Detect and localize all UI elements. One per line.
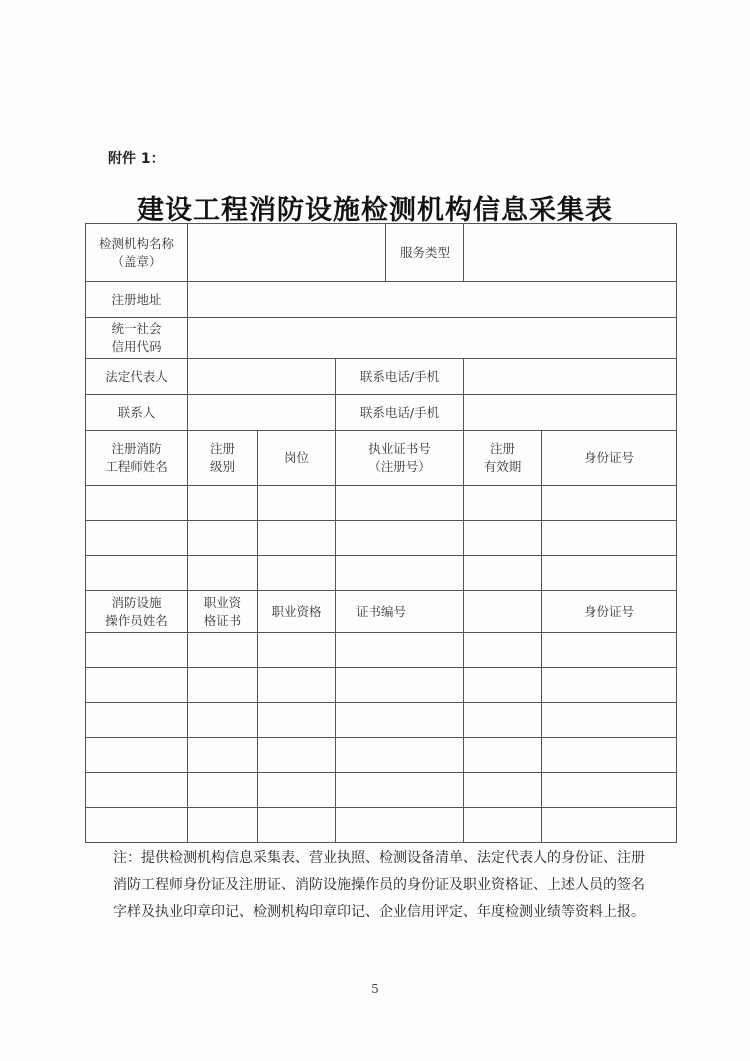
- engineer-cert-header-line1: 执业证书号: [368, 441, 431, 456]
- engineer-cert-cell[interactable]: [336, 521, 464, 556]
- engineer-name-header-line2: 工程师姓名: [105, 459, 168, 474]
- operator-row: [86, 773, 677, 808]
- engineer-name-cell[interactable]: [86, 556, 188, 591]
- operator-cert-cell[interactable]: [188, 738, 258, 773]
- legal-rep-phone-field[interactable]: [464, 359, 677, 395]
- operator-blank-cell[interactable]: [464, 808, 542, 843]
- engineer-row: [86, 486, 677, 521]
- credit-code-label-line1: 统一社会: [111, 321, 162, 336]
- contact-person-label: 联系人: [86, 395, 188, 431]
- service-type-label: 服务类型: [386, 224, 464, 282]
- operator-cert-header-line2: 格证书: [203, 612, 242, 628]
- registered-address-field[interactable]: [188, 282, 677, 318]
- operator-qualification-cell[interactable]: [258, 668, 336, 703]
- operator-name-cell[interactable]: [86, 668, 188, 703]
- engineer-name-cell[interactable]: [86, 486, 188, 521]
- engineer-name-header-line1: 注册消防: [111, 441, 162, 456]
- legal-rep-field[interactable]: [188, 359, 336, 395]
- operator-header-row: [86, 591, 677, 633]
- operator-name-cell[interactable]: [86, 633, 188, 668]
- engineer-level-header-line1: 注册: [209, 441, 235, 456]
- registered-address-row: [86, 282, 677, 318]
- operator-cert-number-cell[interactable]: [336, 668, 464, 703]
- engineer-id-cell[interactable]: [542, 521, 677, 556]
- engineer-name-cell[interactable]: [86, 521, 188, 556]
- operator-blank-header: [464, 591, 542, 633]
- engineer-position-cell[interactable]: [258, 556, 336, 591]
- operator-id-cell[interactable]: [542, 808, 677, 843]
- agency-name-row: [86, 224, 677, 282]
- operator-qualification-header: 职业资格: [258, 591, 336, 633]
- operator-name-cell[interactable]: [86, 703, 188, 738]
- operator-cert-header-line1: 职业资: [203, 594, 242, 610]
- operator-id-cell[interactable]: [542, 773, 677, 808]
- operator-cert-number-header: 证书编号: [336, 591, 464, 633]
- engineer-validity-header-line2: 有效期: [483, 459, 522, 474]
- engineer-level-header-line2: 级别: [209, 459, 235, 474]
- operator-cert-number-cell[interactable]: [336, 773, 464, 808]
- operator-cert-cell[interactable]: [188, 808, 258, 843]
- operator-cert-number-cell[interactable]: [336, 808, 464, 843]
- operator-row: [86, 703, 677, 738]
- credit-code-row: [86, 318, 677, 359]
- operator-name-cell[interactable]: [86, 773, 188, 808]
- engineer-validity-cell[interactable]: [464, 556, 542, 591]
- operator-name-cell[interactable]: [86, 808, 188, 843]
- operator-blank-cell[interactable]: [464, 773, 542, 808]
- engineer-name-header: [86, 431, 188, 486]
- operator-cert-number-cell[interactable]: [336, 703, 464, 738]
- engineer-level-cell[interactable]: [188, 486, 258, 521]
- agency-name-label-line2: （盖章）: [111, 253, 162, 269]
- legal-rep-row: [86, 359, 677, 395]
- operator-row: [86, 668, 677, 703]
- page-number: 5: [371, 982, 379, 996]
- engineer-validity-header: [464, 431, 542, 486]
- operator-blank-cell[interactable]: [464, 633, 542, 668]
- operator-cert-cell[interactable]: [188, 703, 258, 738]
- operator-name-header-line2: 操作员姓名: [105, 612, 168, 628]
- agency-name-label: [86, 224, 188, 282]
- operator-qualification-cell[interactable]: [258, 738, 336, 773]
- engineer-position-cell[interactable]: [258, 521, 336, 556]
- operator-row: [86, 808, 677, 843]
- engineer-cert-header: [336, 431, 464, 486]
- operator-qualification-cell[interactable]: [258, 773, 336, 808]
- submission-note: 注：提供检测机构信息采集表、营业执照、检测设备清单、法定代表人的身份证、注册消防工程师身份证及注册证、消防设施操作员的身份证及职业资格证、上述人员的签名字样及执业印章印记、检测机构印章印记、企业信用评定、年度检测业绩等资料上报。: [113, 850, 645, 920]
- operator-qualification-cell[interactable]: [258, 808, 336, 843]
- engineer-validity-header-line1: 注册: [490, 441, 516, 456]
- engineer-cert-cell[interactable]: [336, 556, 464, 591]
- operator-id-cell[interactable]: [542, 703, 677, 738]
- contact-person-row: [86, 395, 677, 431]
- operator-cert-header: [188, 591, 258, 633]
- contact-person-field[interactable]: [188, 395, 336, 431]
- operator-row: [86, 633, 677, 668]
- contact-person-phone-label: 联系电话/手机: [336, 395, 464, 431]
- engineer-row: [86, 556, 677, 591]
- engineer-position-header: 岗位: [258, 431, 336, 486]
- operator-name-header: [86, 591, 188, 633]
- operator-cert-number-cell[interactable]: [336, 738, 464, 773]
- operator-cert-number-cell[interactable]: [336, 633, 464, 668]
- engineer-validity-cell[interactable]: [464, 486, 542, 521]
- operator-name-header-line1: 消防设施: [111, 594, 162, 610]
- engineer-id-cell[interactable]: [542, 486, 677, 521]
- operator-qualification-cell[interactable]: [258, 703, 336, 738]
- credit-code-label-line2: 信用代码: [111, 339, 162, 354]
- agency-name-field[interactable]: [188, 224, 386, 282]
- engineer-level-cell[interactable]: [188, 556, 258, 591]
- engineer-cert-header-line2: （注册号）: [368, 459, 431, 474]
- engineer-row: [86, 521, 677, 556]
- agency-name-label-line1: 检测机构名称: [98, 235, 174, 251]
- operator-cert-cell[interactable]: [188, 773, 258, 808]
- operator-id-cell[interactable]: [542, 633, 677, 668]
- engineer-level-header: [188, 431, 258, 486]
- legal-rep-phone-label: 联系电话/手机: [336, 359, 464, 395]
- engineer-validity-cell[interactable]: [464, 521, 542, 556]
- service-type-field[interactable]: [464, 224, 677, 282]
- legal-rep-label: 法定代表人: [86, 359, 188, 395]
- operator-id-cell[interactable]: [542, 668, 677, 703]
- credit-code-field[interactable]: [188, 318, 677, 359]
- attachment-label: 附件 1：: [108, 151, 165, 167]
- operator-blank-cell[interactable]: [464, 703, 542, 738]
- engineer-header-row: [86, 431, 677, 486]
- engineer-position-cell[interactable]: [258, 486, 336, 521]
- page-title: 建设工程消防设施检测机构信息采集表: [137, 195, 613, 226]
- operator-id-cell[interactable]: [542, 738, 677, 773]
- info-collection-form: [85, 223, 677, 843]
- engineer-cert-cell[interactable]: [336, 486, 464, 521]
- operator-qualification-cell[interactable]: [258, 633, 336, 668]
- operator-cert-cell[interactable]: [188, 668, 258, 703]
- operator-cert-cell[interactable]: [188, 633, 258, 668]
- operator-id-header: 身份证号: [542, 591, 677, 633]
- operator-name-cell[interactable]: [86, 738, 188, 773]
- engineer-id-header: 身份证号: [542, 431, 677, 486]
- registered-address-label: 注册地址: [86, 282, 188, 318]
- engineer-level-cell[interactable]: [188, 521, 258, 556]
- credit-code-label: [86, 318, 188, 359]
- operator-blank-cell[interactable]: [464, 668, 542, 703]
- operator-blank-cell[interactable]: [464, 738, 542, 773]
- operator-row: [86, 738, 677, 773]
- engineer-id-cell[interactable]: [542, 556, 677, 591]
- contact-person-phone-field[interactable]: [464, 395, 677, 431]
